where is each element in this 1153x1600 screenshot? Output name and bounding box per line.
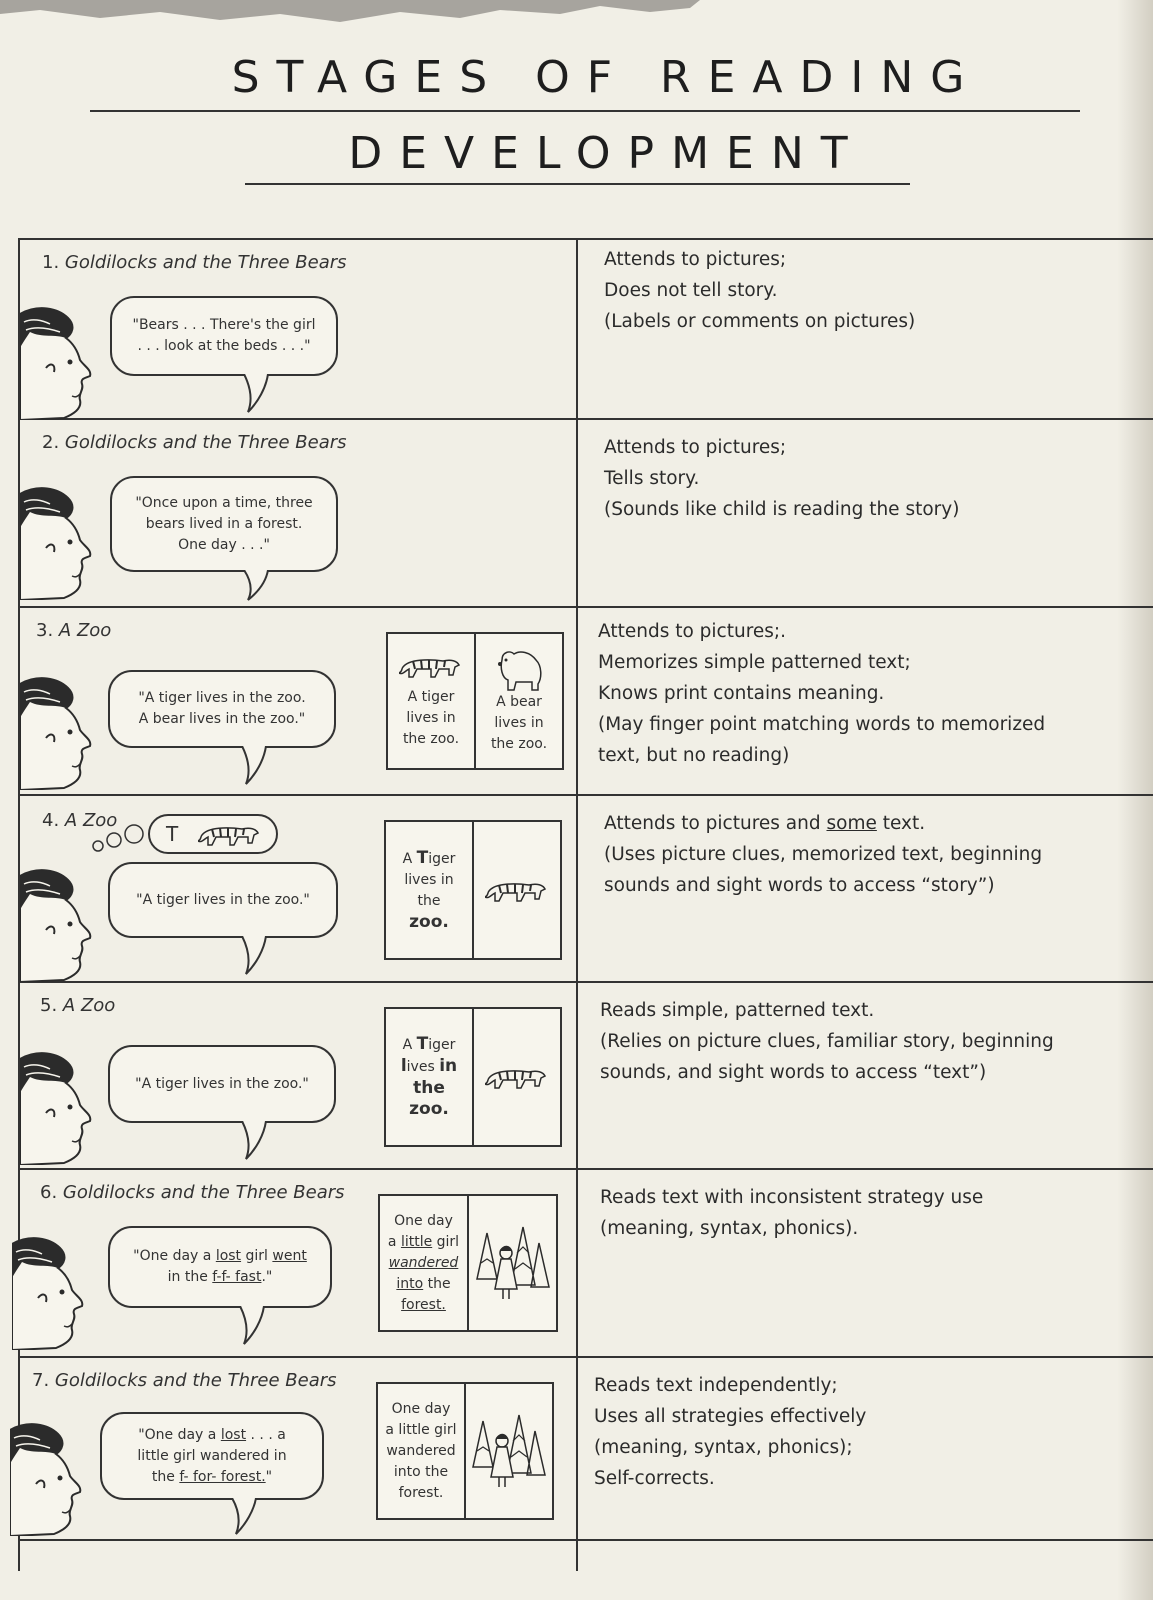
speech-text: in the (167, 1269, 213, 1285)
stage-description (594, 1370, 866, 1494)
speech-miscue: went (272, 1248, 307, 1264)
speech-text: "One day a (138, 1426, 221, 1443)
tiger-icon (198, 821, 262, 847)
speech-line: . . . look at the beds . . ." (137, 338, 311, 354)
speech-line: "Bears . . . There's the girl (132, 317, 316, 333)
speech-tail (236, 1121, 272, 1161)
book-text-line: A bear (496, 693, 542, 710)
description-line: sounds, and sight words to access “text”) (600, 1062, 987, 1083)
speech-bubble (110, 476, 338, 572)
speech-tail (236, 936, 272, 976)
book-word: in (439, 1056, 458, 1076)
book-word: little (400, 1233, 433, 1250)
stage-number: 1. (42, 252, 60, 273)
book-text-line: lives in (494, 714, 544, 731)
book-page-right (466, 1384, 552, 1518)
description-line: text, but no reading) (598, 745, 790, 766)
speech-text: "One day a (133, 1248, 216, 1264)
page-title-line-1: STAGES OF READING (231, 52, 982, 103)
speech-tail (238, 570, 274, 602)
child-face-icon (10, 1420, 90, 1536)
tiger-icon (399, 653, 463, 679)
stage-description (600, 995, 1054, 1088)
book-text-line: the zoo. (402, 730, 460, 747)
description-line (604, 808, 1042, 839)
stage-number: 3. (36, 620, 54, 641)
book-page-left (388, 634, 476, 768)
stage-description (604, 244, 915, 337)
book-word: l (400, 1056, 407, 1076)
book-word: girl (432, 1233, 460, 1250)
description-line: Reads text independently; (594, 1375, 838, 1396)
stage-title (36, 620, 111, 641)
speech-bubble (108, 862, 338, 938)
book-text-line: forest. (398, 1484, 444, 1501)
picture-book (376, 1382, 554, 1520)
description-line: Uses all strategies effectively (594, 1406, 867, 1427)
speech-miscue: f- for- forest. (179, 1468, 266, 1485)
child-face-icon (20, 1049, 100, 1165)
stage-number: 5. (40, 995, 58, 1016)
thought-bubble (148, 814, 278, 854)
speech-tail (234, 1306, 270, 1346)
book-title: A Zoo (62, 995, 116, 1016)
description-line: (meaning, syntax, phonics). (600, 1218, 859, 1239)
stage-title (32, 1370, 337, 1391)
speech-miscue: f-f- fast (212, 1269, 262, 1285)
page-title-line-2: DEVELOPMENT (348, 128, 865, 179)
book-word: A (402, 850, 413, 867)
picture-book (384, 820, 562, 960)
child-face-icon (20, 304, 100, 420)
book-title: Goldilocks and the Three Bears (62, 1182, 345, 1203)
book-text-line: One day (391, 1400, 451, 1417)
child-face-icon (20, 866, 100, 982)
description-line: (Sounds like child is reading the story) (604, 499, 960, 520)
book-text-line: lives in (406, 709, 456, 726)
book-page-left (378, 1384, 466, 1518)
book-text-line: into the (393, 1463, 449, 1480)
stage-title (42, 432, 347, 453)
description-line: sounds and sight words to access “story”) (604, 875, 995, 896)
description-emphasis: some (826, 813, 877, 834)
stage-description (604, 808, 1042, 901)
speech-text: the (151, 1468, 180, 1485)
speech-line: A bear lives in the zoo." (138, 711, 306, 727)
book-text-line: One day (394, 1212, 453, 1229)
stage-row-4 (20, 796, 1153, 981)
book-text-line: wandered (388, 1254, 459, 1271)
speech-line: bears lived in a forest. (145, 515, 303, 532)
description-line: (Uses picture clues, memorized text, beginning (604, 844, 1043, 865)
speech-bubble (108, 1226, 332, 1308)
speech-line (137, 1467, 286, 1488)
stage-description (604, 432, 959, 525)
book-word: the (423, 1275, 451, 1292)
book-text-line: the (417, 892, 441, 909)
speech-line: "A tiger lives in the zoo." (136, 891, 310, 908)
title-rule (90, 110, 1080, 112)
thought-letter: T (166, 821, 179, 846)
speech-miscue: lost (215, 1248, 242, 1264)
speech-tail (238, 374, 274, 414)
stage-row-1 (20, 240, 1153, 418)
stage-number: 4. (42, 810, 60, 831)
book-text-line: lives in (404, 871, 454, 888)
stage-row-3 (20, 608, 1153, 794)
book-text-line: a little girl (385, 1421, 457, 1438)
description-text: text. (876, 813, 926, 834)
child-face-icon (12, 1234, 92, 1350)
description-line: Does not tell story. (604, 280, 778, 301)
book-text-line: wandered (386, 1442, 456, 1459)
stage-row-2 (20, 420, 1153, 606)
speech-line (133, 1246, 307, 1267)
book-word: iger (428, 850, 456, 867)
book-text-line (401, 1056, 457, 1078)
book-text-line: the (413, 1078, 445, 1098)
speech-line: "A tiger lives in the zoo." (135, 1075, 309, 1092)
stage-row-6 (20, 1170, 1153, 1356)
speech-text: . . . a (246, 1426, 286, 1443)
description-line: Attends to pictures;. (598, 621, 787, 642)
tiger-icon (485, 1064, 549, 1090)
book-word: T (416, 847, 429, 868)
stage-number: 6. (40, 1182, 58, 1203)
book-title: Goldilocks and the Three Bears (64, 432, 347, 453)
picture-book (386, 632, 564, 770)
description-line: Reads simple, patterned text. (600, 1000, 875, 1021)
book-text-line: zoo. (409, 911, 449, 932)
speech-bubble (108, 670, 336, 748)
picture-book (384, 1007, 562, 1147)
stage-number: 7. (32, 1370, 50, 1391)
speech-bubble (100, 1412, 324, 1500)
row-divider (18, 1539, 1153, 1541)
stage-description (600, 1182, 983, 1244)
book-page-left (386, 1009, 474, 1145)
description-line: Reads text with inconsistent strategy use (600, 1187, 984, 1208)
book-word: A (402, 1037, 413, 1053)
stage-row-7 (20, 1358, 1153, 1539)
description-line: (meaning, syntax, phonics); (594, 1437, 853, 1458)
description-line: Attends to pictures; (604, 437, 787, 458)
speech-line: "Once upon a time, three (135, 494, 313, 511)
picture-book (378, 1194, 558, 1332)
speech-text: girl (241, 1248, 273, 1264)
book-text-line: the zoo. (490, 735, 548, 752)
stage-row-5 (20, 983, 1153, 1168)
speech-text: " (265, 1468, 273, 1485)
book-word: ives (406, 1059, 435, 1075)
speech-bubble (110, 296, 338, 376)
book-text-line (403, 1034, 456, 1056)
speech-line: "A tiger lives in the zoo. (138, 690, 306, 706)
speech-tail (236, 746, 272, 786)
book-page-right (474, 1009, 560, 1145)
book-page-right (476, 634, 562, 768)
book-page-right (469, 1196, 556, 1330)
title-rule (245, 183, 910, 185)
description-line: (Labels or comments on pictures) (604, 311, 916, 332)
child-face-icon (20, 674, 100, 790)
book-word: a (387, 1233, 401, 1250)
stage-number: 2. (42, 432, 60, 453)
book-text-line (403, 848, 456, 870)
book-word: into (396, 1275, 424, 1292)
book-title: A Zoo (58, 620, 112, 641)
description-line: (Relies on picture clues, familiar story, beginning (600, 1031, 1054, 1052)
girl-in-forest-icon (469, 1411, 549, 1491)
book-page-right (474, 822, 560, 958)
stage-title (40, 1182, 345, 1203)
book-word: T (416, 1034, 429, 1054)
stage-title (40, 995, 115, 1016)
book-page-left (386, 822, 474, 958)
book-text-line: A tiger (407, 688, 455, 705)
book-title: A Zoo (64, 810, 118, 831)
book-text-line: forest. (401, 1296, 446, 1313)
book-word: iger (428, 1037, 456, 1053)
speech-bubble (108, 1045, 336, 1123)
description-line: Knows print contains meaning. (598, 683, 885, 704)
book-page-left (380, 1196, 469, 1330)
description-line: Memorizes simple patterned text; (598, 652, 911, 673)
stage-description (598, 616, 1045, 771)
description-line: Self-corrects. (594, 1468, 715, 1489)
description-line: Attends to pictures; (604, 249, 787, 270)
book-text-line: zoo. (409, 1099, 449, 1119)
speech-text: ." (261, 1269, 273, 1285)
book-title: Goldilocks and the Three Bears (64, 252, 347, 273)
description-text: Attends to pictures and (604, 813, 827, 834)
book-text-line (396, 1274, 450, 1295)
description-line: (May finger point matching words to memorized (598, 714, 1046, 735)
speech-line (137, 1425, 286, 1446)
speech-line (133, 1267, 307, 1288)
speech-tail (226, 1498, 262, 1536)
bear-icon (494, 648, 544, 692)
speech-line: One day . . ." (178, 536, 270, 553)
description-line: Tells story. (604, 468, 700, 489)
book-title: Goldilocks and the Three Bears (54, 1370, 337, 1391)
tiger-icon (485, 877, 549, 903)
speech-line: little girl wandered in (137, 1447, 287, 1464)
book-text-line (388, 1232, 459, 1253)
speech-miscue: lost (220, 1426, 247, 1443)
child-face-icon (20, 484, 100, 600)
stage-title (42, 252, 347, 273)
torn-paper-edge (0, 0, 1153, 30)
girl-in-forest-icon (473, 1223, 553, 1303)
